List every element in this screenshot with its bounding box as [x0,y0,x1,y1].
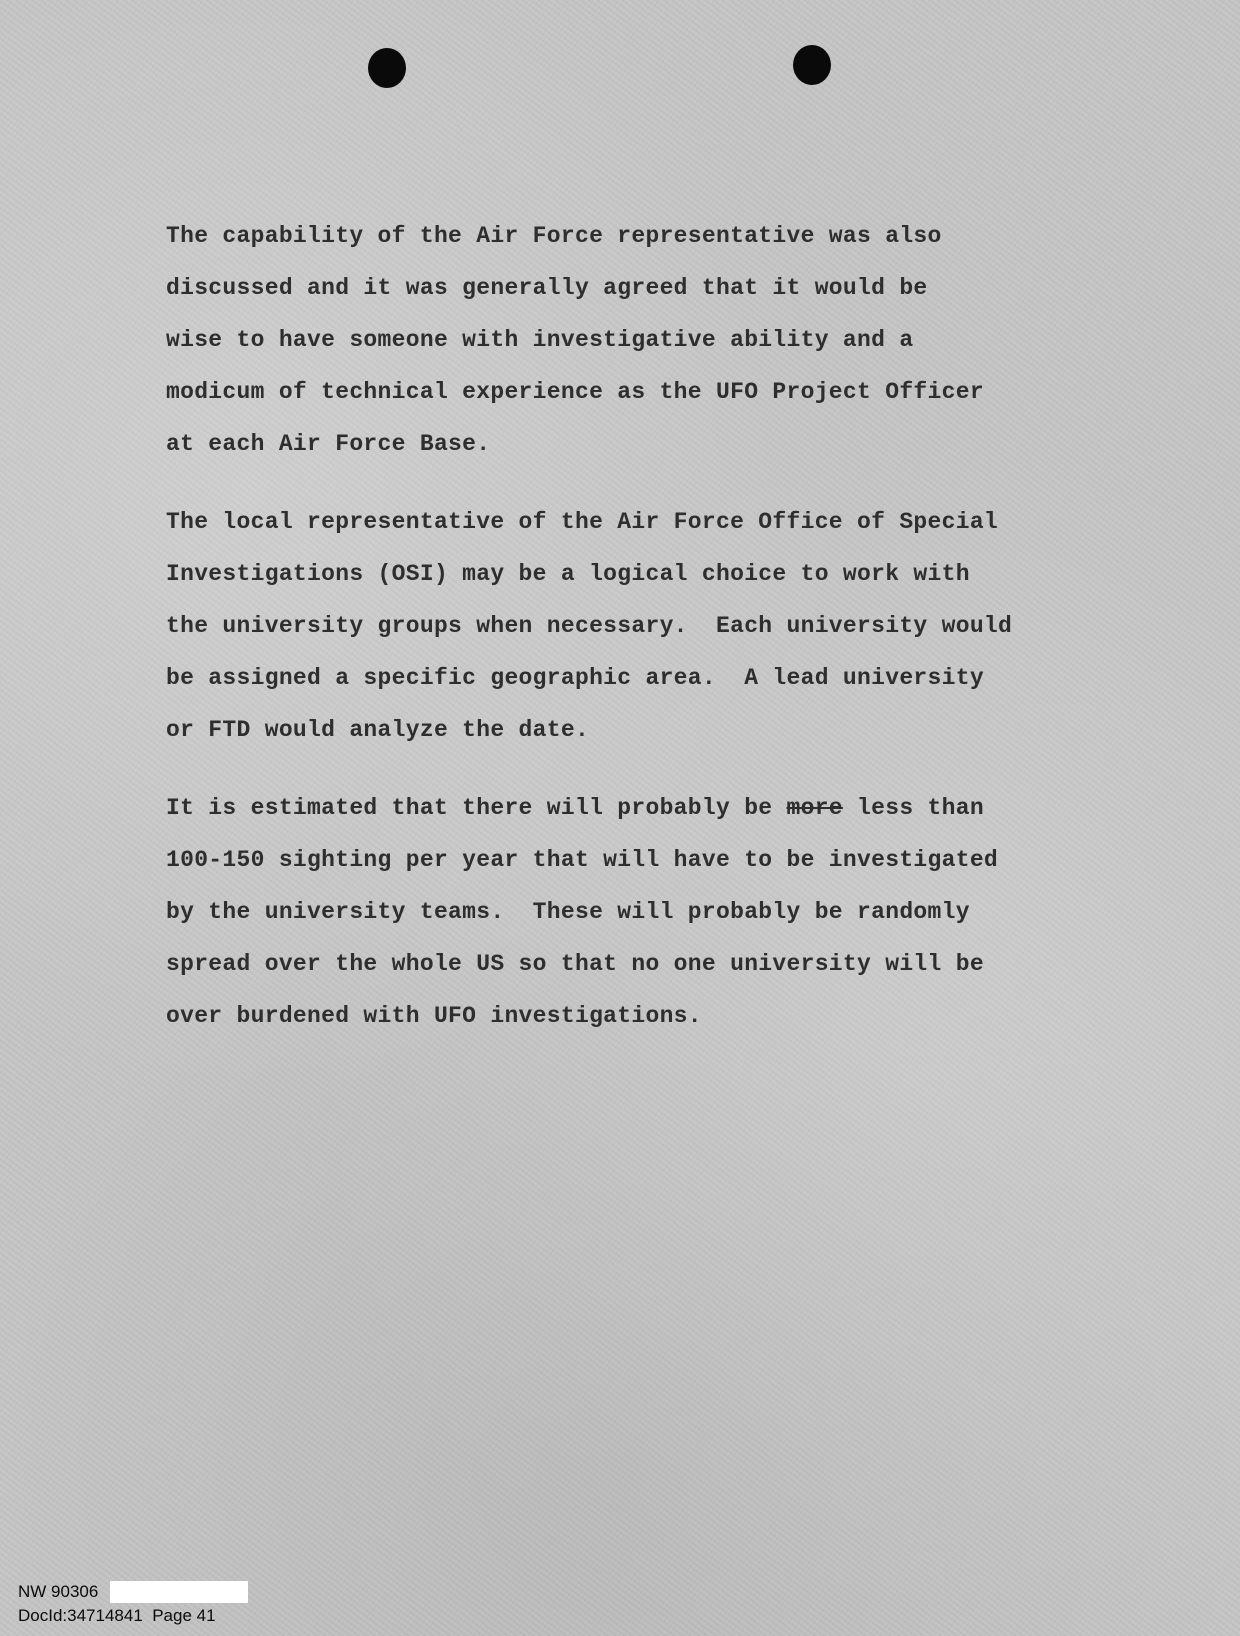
punch-hole-left [368,48,406,88]
text-line: at each Air Force Base. [166,431,491,457]
document-body [166,210,1106,1068]
text-line: over burdened with UFO investigations. [166,1003,702,1029]
text-segment: It is estimated that there will probably be [166,795,787,821]
text-line: spread over the whole US so that no one university will be [166,951,984,977]
paragraph-3 [166,782,1106,1042]
paragraph-2 [166,496,1106,756]
redaction-box [110,1581,248,1603]
text-line: modicum of technical experience as the UFO Project Officer [166,379,984,405]
docid-row [18,1604,248,1628]
text-line: be assigned a specific geographic area. A lead university [166,665,984,691]
paragraph-1 [166,210,1106,470]
nw-number: NW 90306 [18,1582,99,1601]
text-line: discussed and it was generally agreed that it would be [166,275,928,301]
punch-hole-right [793,45,831,85]
text-line: or FTD would analyze the date. [166,717,590,743]
text-line: 100-150 sighting per year that will have to be investigated [166,847,999,873]
text-segment: less than [842,795,984,821]
text-line: The capability of the Air Force representative was also [166,223,942,249]
text-line [166,782,1106,834]
nw-row [18,1580,248,1604]
text-line: The local representative of the Air Force Office of Special [166,509,999,535]
text-line: wise to have someone with investigative ability and a [166,327,914,353]
text-line: Investigations (OSI) may be a logical choice to work with [166,561,970,587]
archive-footer [18,1580,248,1628]
docid-page-label: DocId:34714841 Page 41 [18,1606,216,1625]
struck-out-word: more [786,795,843,821]
text-line: by the university teams. These will probably be randomly [166,899,970,925]
text-line: the university groups when necessary. Each university would [166,613,1013,639]
